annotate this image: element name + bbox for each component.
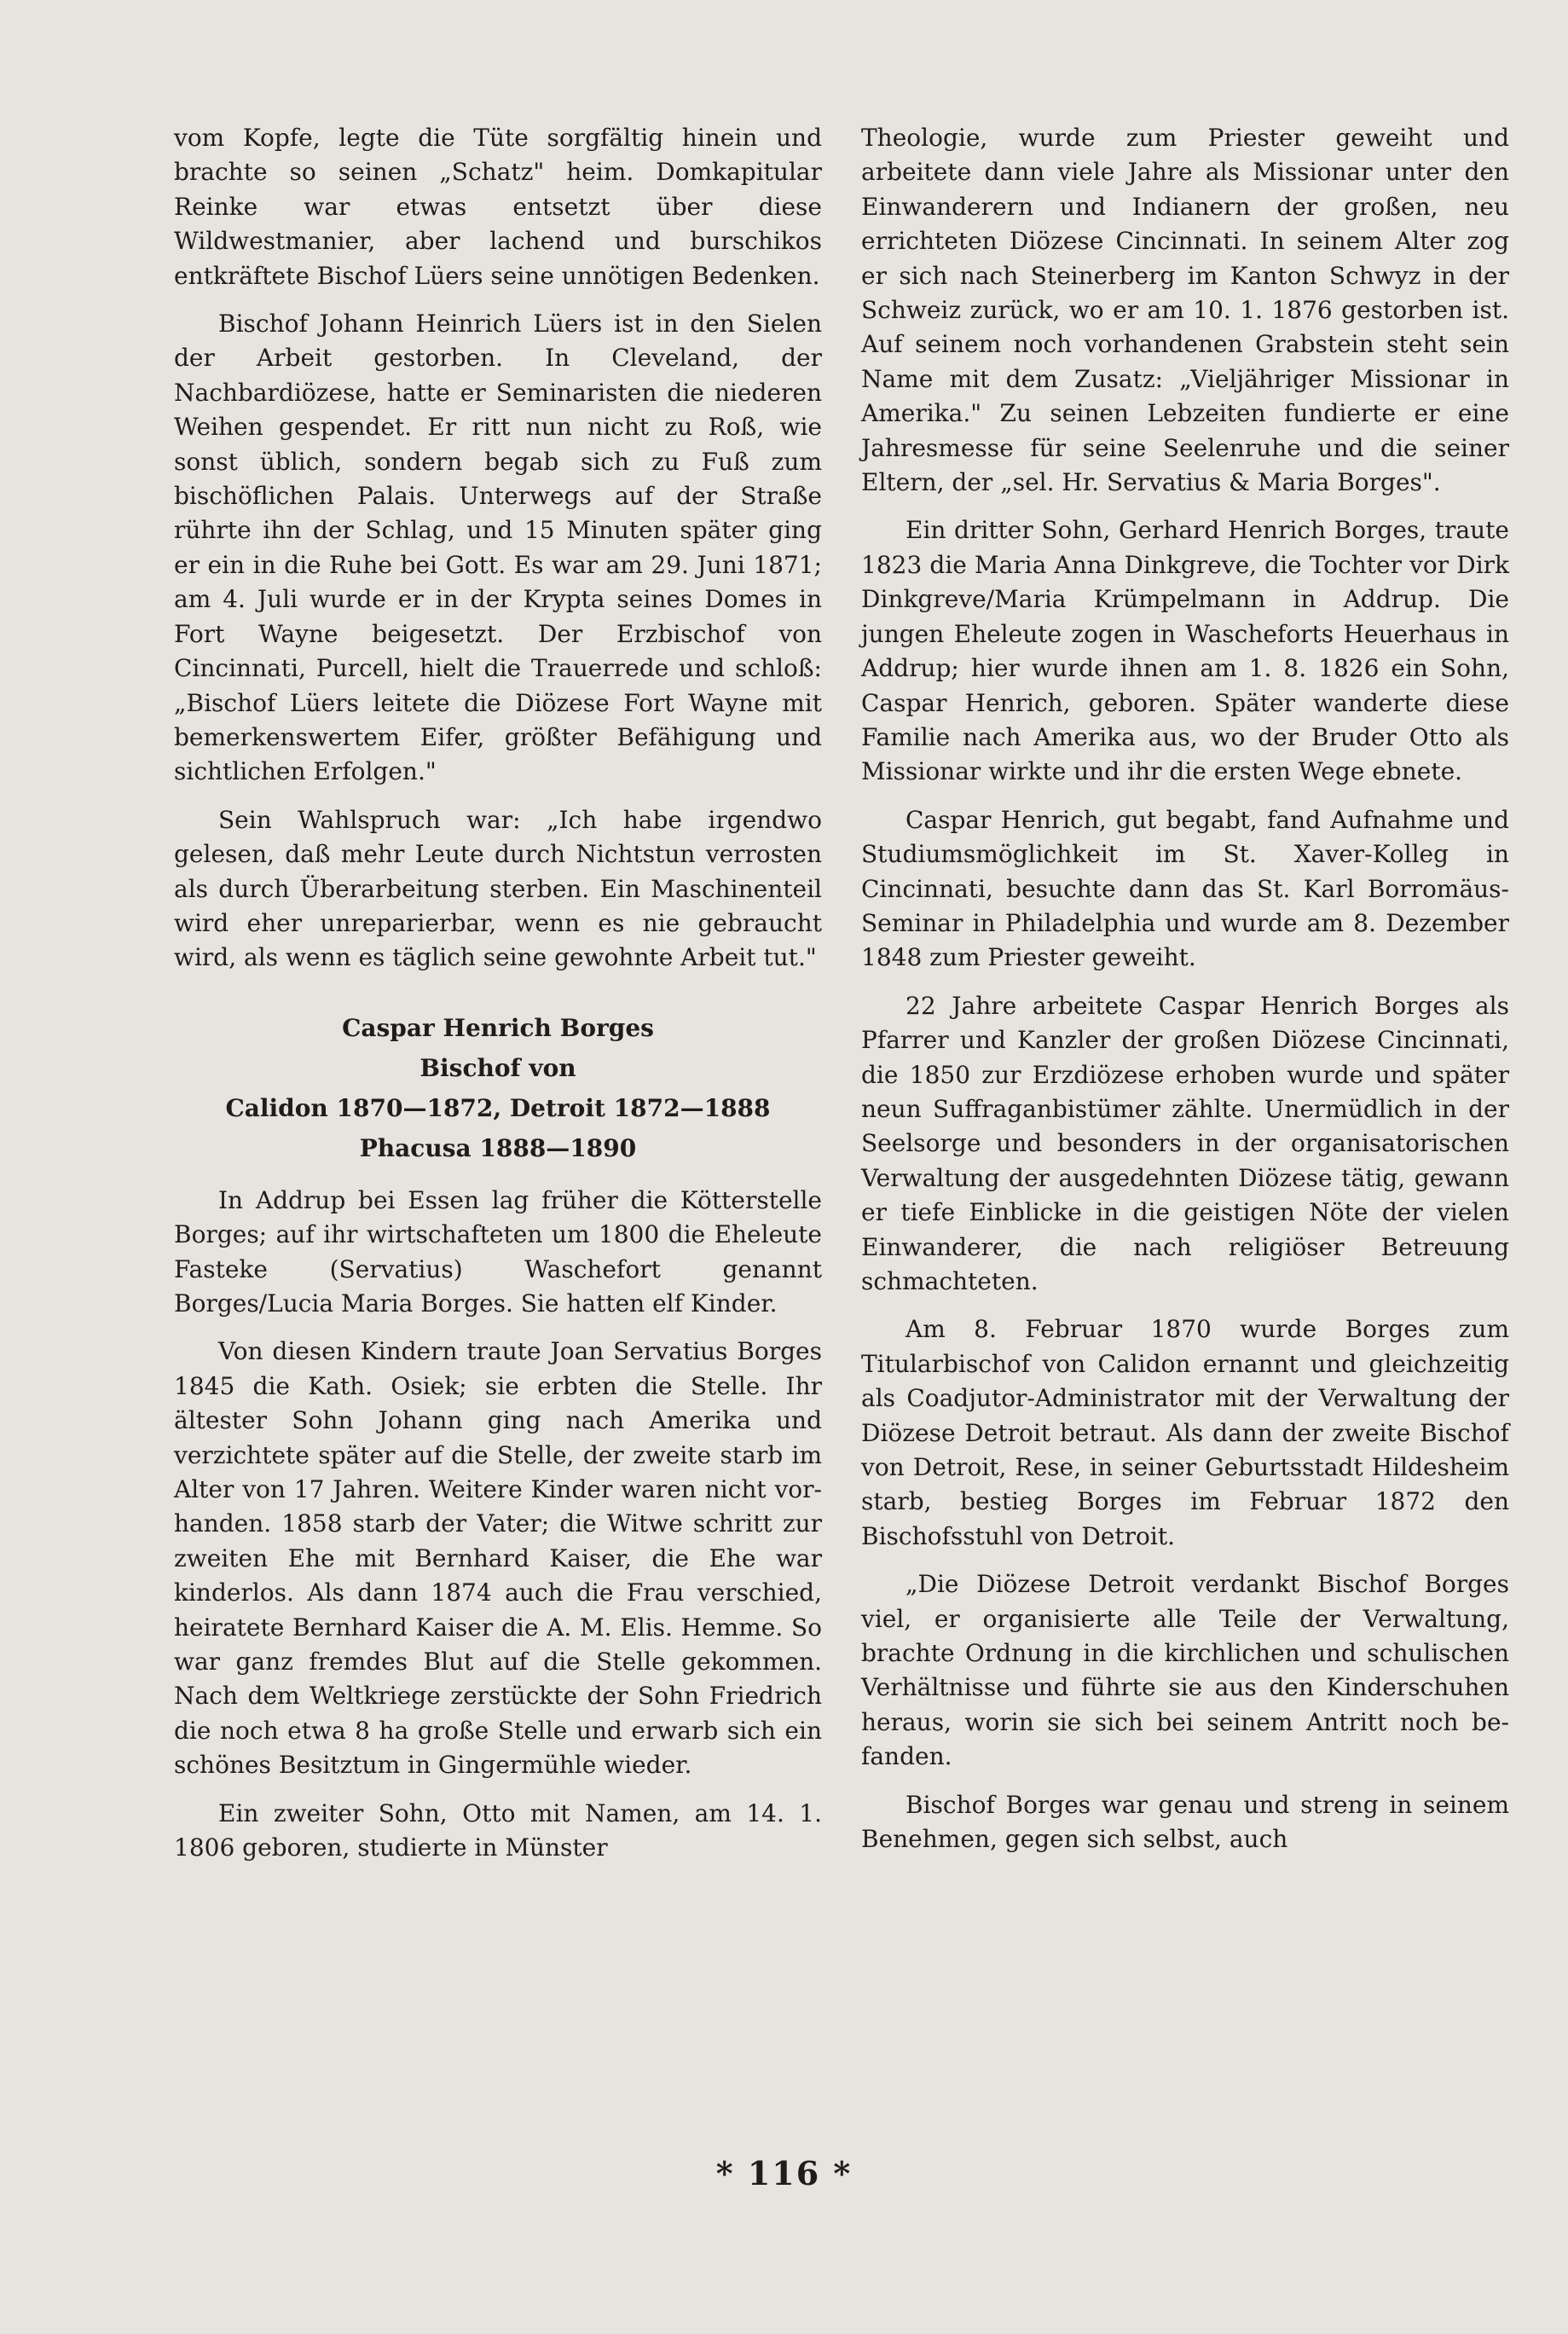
paragraph: Von diesen Kindern traute Joan Servatius Borges 1845 die Kath. Osiek; sie erbten die Stelle. Ihr ältester Sohn Johann ging nach Amerika und verzichtete später auf die Stelle, der zweite starb im Alter von 17 Jahren. Weitere Kinder waren nicht vorhanden. 1858 starb der Vater; die Witwe schritt zur zweiten Ehe mit Bernhard Kaiser, die Ehe war kinderlos. Als dann 1874 auch die Frau verschied, heiratete Bernhard Kaiser die A. M. Elis. Hemme. So war ganz fremdes Blut auf die Stelle gekommen. Nach dem Weltkriege zerstückte der Sohn Friedrich die noch etwa 8 ha große Stelle und erwarb sich ein schönes Besitztum in Gingermühle wieder.: [174, 1337, 822, 1780]
heading-line: Bischof von: [419, 1053, 576, 1082]
paragraph: Theologie, wurde zum Priester geweiht und arbeitete dann viele Jahre als Missionar unter den Einwanderern und Indianern der großen, neu errichteten Diözese Cincinnati. In seinem Alter zog er sich nach Steinerberg im Kanton Schwyz in der Schweiz zurück, wo er am 10. 1. 1876 gestorben ist. Auf seinem noch vorhandenen Grabstein steht sein Name mit dem Zusatz: „Vieljähriger Missionar in Amerika." Zu seinen Lebzeiten fundierte er eine Jahresmesse für seine Seelenruhe und die seiner Eltern, der „sel. Hr. Servatius & Maria Borges".: [861, 124, 1509, 497]
left-column: [174, 121, 822, 1879]
paragraph: In Addrup bei Essen lag früher die Kötterstelle Borges; auf ihr wirtschafteten um 1800 die Eheleute Fasteke (Servatius) Waschefort genannt Borges/Lucia Maria Borges. Sie hatten elf Kinder.: [174, 1185, 822, 1318]
paragraph: „Die Diözese Detroit verdankt Bischof Borges viel, er organisierte alle Teile der Verwaltung, brachte Ordnung in die kirchlichen und schulischen Verhältnisse und führte sie aus den Kinderschuhen heraus, worin sie sich bei seinem Antritt noch befanden.: [861, 1570, 1509, 1771]
paragraph: vom Kopfe, legte die Tüte sorgfältig hinein und brachte so seinen „Schatz" heim. Domkapitular Reinke war etwas entsetzt über diese Wildwestmanier, aber lachend und burschikos entkräftete Bischof Lüers seine unnötigen Bedenken.: [174, 124, 822, 290]
paragraph: Am 8. Februar 1870 wurde Borges zum Titularbischof von Calidon ernannt und gleichzeitig als Coadjutor-Administrator mit der Verwaltung der Diözese Detroit betraut. Als dann der zweite Bischof von Detroit, Rese, in seiner Geburtsstadt Hildesheim starb, bestieg Borges im Februar 1872 den Bischofsstuhl von Detroit.: [861, 1315, 1509, 1550]
paragraph: Bischof Johann Heinrich Lüers ist in den Sielen der Arbeit gestorben. In Cleveland, der Nachbardiözese, hatte er Seminaristen die niederen Weihen gespendet. Er ritt nun nicht zu Roß, wie sonst üblich, sondern begab sich zu Fuß zum bischöflichen Palais. Unterwegs auf der Straße rührte ihn der Schlag, und 15 Minuten später ging er ein in die Ruhe bei Gott. Es war am 29. Juni 1871; am 4. Juli wurde er in der Krypta seines Domes in Fort Wayne beigesetzt. Der Erzbischof von Cincinnati, Purcell, hielt die Trauerrede und schloß: „Bischof Lüers leitete die Diözese Fort Wayne mit bemerkenswertem Eifer, größter Befähigung und sichtlichen Erfolgen.": [174, 310, 822, 786]
right-column: [861, 121, 1509, 1871]
section-heading: [174, 1008, 822, 1168]
heading-line: Phacusa 1888—1890: [359, 1133, 637, 1162]
page-number: * 116 *: [715, 2154, 853, 2192]
paragraph: 22 Jahre arbeitete Caspar Henrich Borges als Pfarrer und Kanzler der großen Diözese Cincinnati, die 1850 zur Erzdiözese erhoben wurde und später neun Suffraganbistümer zählte. Unermüdlich in der Seelsorge und besonders in der organisatorischen Verwaltung der ausgedehnten Diözese tätig, gewann er tiefe Einblicke in die geistigen Nöte der vielen Einwanderer, die nach religiöser Betreuung schmachteten.: [861, 991, 1509, 1295]
heading-line: Calidon 1870—1872, Detroit 1872—1888: [225, 1093, 771, 1122]
paragraph: Ein zweiter Sohn, Otto mit Namen, am 14. 1. 1806 geboren, studierte in Münster: [174, 1798, 822, 1862]
paragraph: Caspar Henrich, gut begabt, fand Aufnahme und Studiumsmöglichkeit im St. Xaver-Kolleg in Cincinnati, besuchte dann das St. Karl Borromäus-Seminar in Philadelphia und wurde am 8. Dezember 1848 zum Priester geweiht.: [861, 805, 1509, 972]
heading-line: Caspar Henrich Borges: [342, 1013, 654, 1042]
paragraph: Bischof Borges war genau und streng in seinem Benehmen, gegen sich selbst, auch: [861, 1790, 1509, 1854]
paragraph: Ein dritter Sohn, Gerhard Henrich Borges, traute 1823 die Maria Anna Dinkgreve, die Tochter vor Dirk Dinkgreve/Maria Krümpelmann in Addrup. Die jungen Eheleute zogen in Wascheforts Heuerhaus in Addrup; hier wurde ihnen am 1. 8. 1826 ein Sohn, Caspar Henrich, geboren. Später wanderte diese Familie nach Amerika aus, wo der Bruder Otto als Missionar wirkte und ihr die ersten Wege ebnete.: [861, 516, 1509, 786]
paragraph: Sein Wahlspruch war: „Ich habe irgendwo gelesen, daß mehr Leute durch Nichtstun verrosten als durch Überarbeitung sterben. Ein Maschinenteil wird eher unreparierbar, wenn es nie gebraucht wird, als wenn es täglich seine gewohnte Arbeit tut.": [174, 805, 822, 972]
